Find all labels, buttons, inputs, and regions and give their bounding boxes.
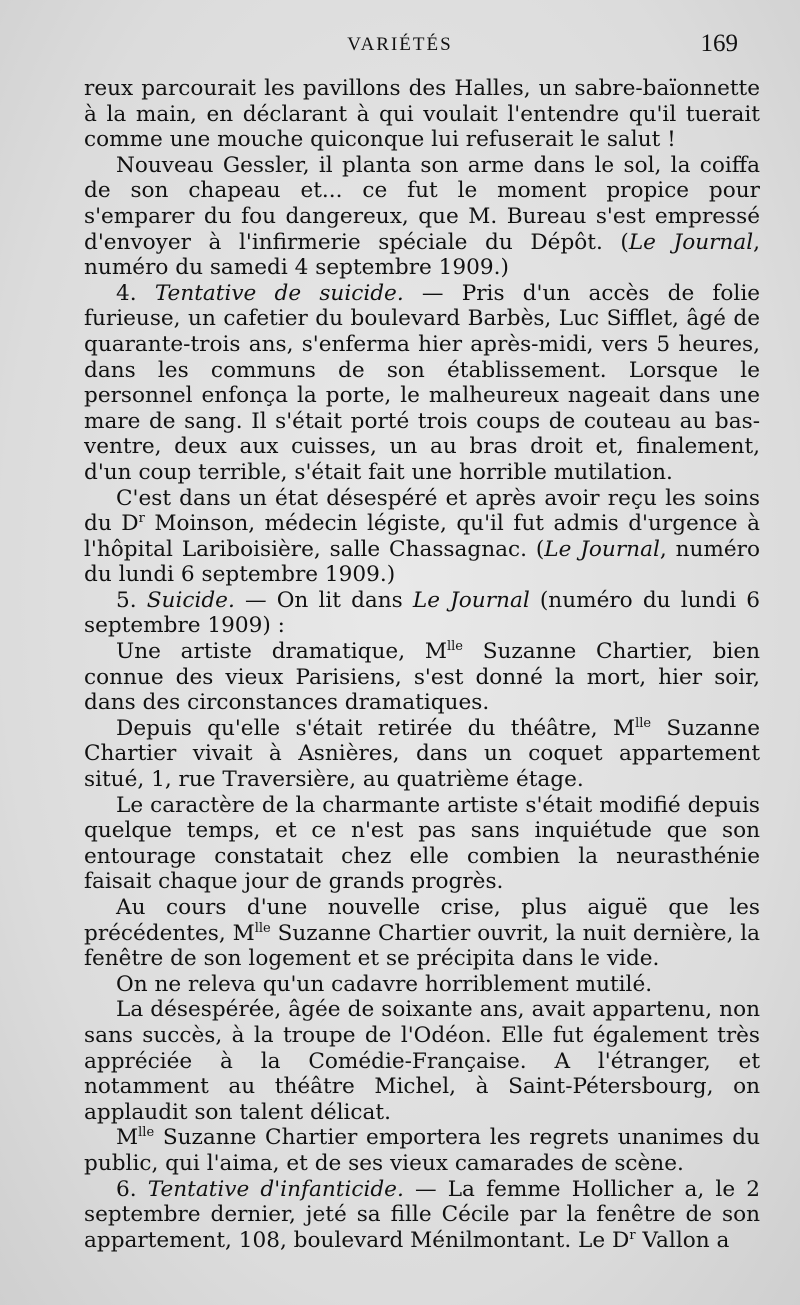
text-segment: 6. bbox=[116, 1176, 148, 1202]
text-segment: M bbox=[116, 1125, 139, 1151]
text-segment: reux parcourait les pavillons des Halles, un sabre-baïonnette à la main, en déclarant à qui voulait l'entendre qu'il tuerait comme une mouche quiconque lui refuserait le salut ! bbox=[84, 76, 760, 153]
text-segment: — Pris d'un accès de folie furieuse, un cafetier du boulevard Barbès, Luc Sifflet, âgé de quarante-trois ans, s'enferma hier après-midi, vers 5 heures, dans les communs de son établissement. Lorsque le personnel enfonça la porte, le malheureux nageait dans une mare de sang. Il s'était porté trois coups de couteau au bas-ventre, deux aux cuisses, un au bras droit et, finalement, d'un coup terrible, s'était fait une horrible mutilation. bbox=[84, 280, 761, 485]
italic-text: Suicide. bbox=[146, 587, 235, 613]
text-segment: — On lit dans bbox=[234, 587, 413, 613]
page-header bbox=[0, 30, 800, 70]
italic-text: Tentative d'infanticide. bbox=[147, 1176, 404, 1202]
text-segment: Suzanne Chartier emportera les regrets unanimes du public, qui l'aima, et de ses vieux camarades de scène. bbox=[84, 1125, 760, 1176]
italic-text: Le Journal bbox=[628, 229, 754, 255]
text-segment: C'est dans un état désespéré et après avoir reçu les soins du D bbox=[84, 485, 760, 537]
text-segment: Au cours d'une nouvelle crise, plus aiguë que les précédentes, M bbox=[84, 895, 760, 946]
text-segment: Une artiste dramatique, M bbox=[116, 639, 447, 665]
superscript: r bbox=[629, 1227, 636, 1243]
paragraph-p3 bbox=[84, 281, 760, 486]
text-segment: , numéro du samedi 4 septembre 1909.) bbox=[84, 229, 760, 281]
paragraph-p1 bbox=[84, 76, 760, 153]
paragraph-p12 bbox=[84, 1125, 760, 1176]
italic-text: Le Journal bbox=[412, 587, 530, 613]
paragraph-p13 bbox=[84, 1177, 760, 1254]
paragraph-p9 bbox=[84, 895, 760, 972]
text-segment: 4. bbox=[116, 280, 155, 306]
page-number: 169 bbox=[700, 30, 738, 57]
superscript: lle bbox=[446, 638, 463, 654]
superscript: r bbox=[138, 510, 145, 526]
superscript: lle bbox=[138, 1125, 155, 1141]
body-text bbox=[84, 76, 760, 1253]
text-segment: On ne releva qu'un cadavre horriblement mutilé. bbox=[116, 971, 653, 997]
paragraph-p8 bbox=[84, 793, 760, 895]
running-head: VARIÉTÉS bbox=[347, 34, 453, 55]
text-segment: Suzanne Chartier vivait à Asnières, dans un coquet appartement situé, 1, rue Traversière, au quatrième étage. bbox=[84, 715, 760, 793]
paragraph-p4 bbox=[84, 486, 760, 588]
text-segment: 5. bbox=[116, 587, 147, 613]
text-segment: Nouveau Gessler, il planta son arme dans le sol, la coiffa de son chapeau et... ce fut le moment propice pour s'emparer du fou dangereux, que M. Bureau s'est empressé d'envoyer à l'infirmerie spéciale du Dépôt. ( bbox=[84, 152, 760, 255]
text-segment: Suzanne Chartier ouvrit, la nuit dernière, la fenêtre de son logement et se précipita dans le vide. bbox=[84, 920, 760, 972]
italic-text: Tentative de suicide. bbox=[154, 280, 404, 306]
superscript: lle bbox=[635, 715, 652, 731]
text-segment: Depuis qu'elle s'était retirée du théâtre, M bbox=[116, 715, 636, 741]
text-segment: , numéro du lundi 6 septembre 1909.) bbox=[84, 536, 761, 588]
text-segment: — La femme Hollicher a, le 2 septembre dernier, jeté sa fille Cécile par la fenêtre de son appartement, 108, boulevard Ménilmontant. Le D bbox=[84, 1176, 760, 1253]
text-segment: (numéro du lundi 6 septembre 1909) : bbox=[84, 587, 761, 639]
text-segment: Le caractère de la charmante artiste s'était modifié depuis quelque temps, et ce n'est pas sans inquiétude que son entourage constatait chez elle combien la neurasthénie faisait chaque jour de grands progrès. bbox=[84, 792, 760, 895]
paragraph-p5 bbox=[84, 588, 760, 639]
text-segment: Suzanne Chartier, bien connue des vieux Parisiens, s'est donné la mort, hier soir, dans des circonstances dramatiques. bbox=[84, 639, 761, 716]
text-segment: Vallon a bbox=[635, 1227, 730, 1253]
text-segment: Moinson, médecin légiste, qu'il fut admis d'urgence à l'hôpital Lariboisière, salle Chassagnac. ( bbox=[84, 511, 760, 562]
paragraph-p10 bbox=[84, 972, 760, 998]
italic-text: Le Journal bbox=[544, 536, 660, 562]
paragraph-p7 bbox=[84, 716, 760, 793]
text-segment: La désespérée, âgée de soixante ans, avait appartenu, non sans succès, à la troupe de l'Odéon. Elle fut également très appréciée à la Comédie-Française. A l'étranger, et notamment au théâtre Michel, à Saint-Pétersbourg, on applaudit son talent délicat. bbox=[84, 997, 760, 1125]
paragraph-p11 bbox=[84, 997, 760, 1125]
paragraph-p6 bbox=[84, 639, 760, 716]
paragraph-p2 bbox=[84, 153, 760, 281]
superscript: lle bbox=[254, 920, 271, 936]
